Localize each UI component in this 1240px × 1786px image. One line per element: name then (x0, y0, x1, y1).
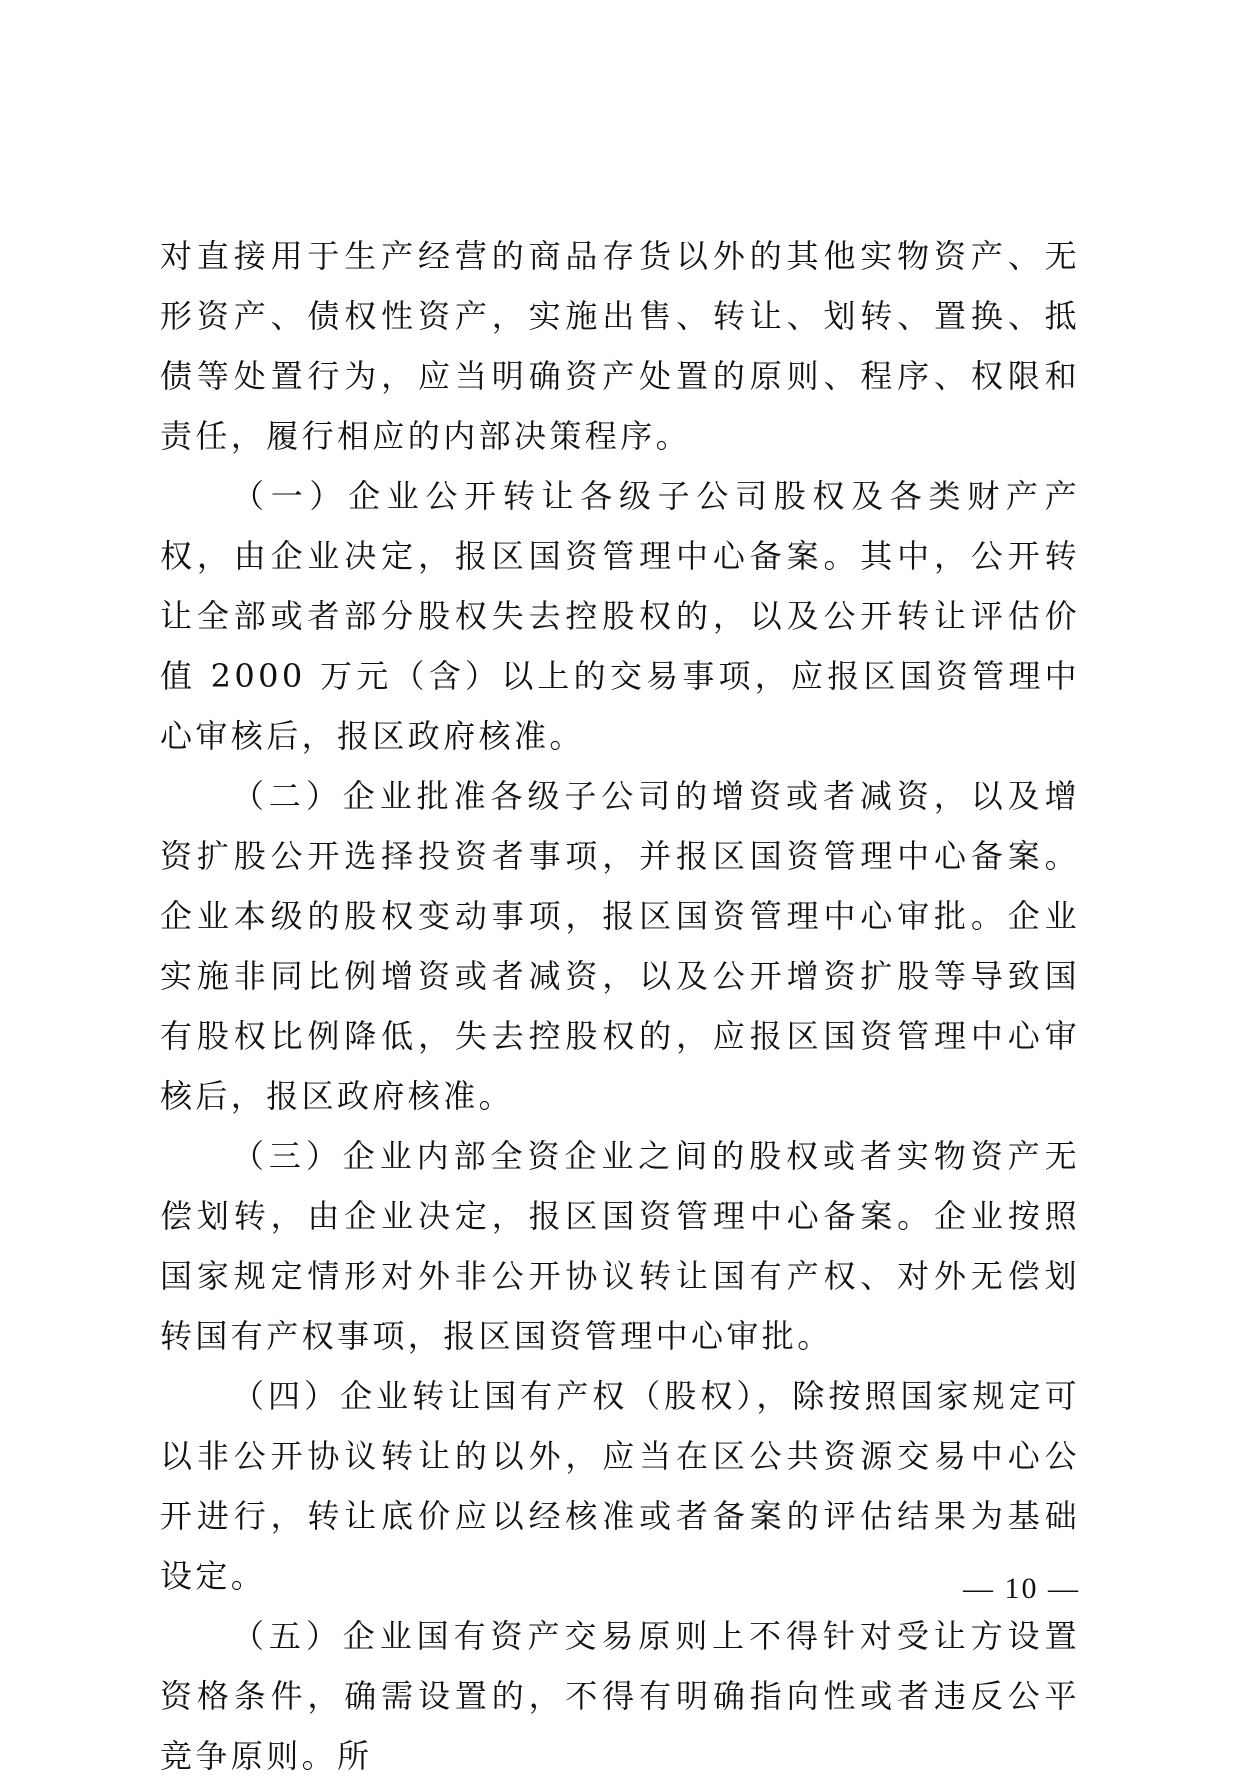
page-number: — 10 — (963, 1572, 1080, 1605)
paragraph-item-3: （三）企业内部全资企业之间的股权或者实物资产无偿划转，由企业决定，报区国资管理中心备案。企业按照国家规定情形对外非公开协议转让国有产权、对外无偿划转国有产权事项，报区国资管理中心审批。 (160, 1137, 1080, 1355)
body-text (160, 226, 1080, 1786)
paragraph-item-1: （一）企业公开转让各级子公司股权及各类财产产权，由企业决定，报区国资管理中心备案。其中，公开转让全部或者部分股权失去控股权的，以及公开转让评估价值 2000 万元（含）以上的交易事项，应报区国资管理中心审核后，报区政府核准。 (160, 477, 1080, 755)
paragraph-item-2: （二）企业批准各级子公司的增资或者减资，以及增资扩股公开选择投资者事项，并报区国资管理中心备案。企业本级的股权变动事项，报区国资管理中心审批。企业实施非同比例增资或者减资，以及公开增资扩股等导致国有股权比例降低，失去控股权的，应报区国资管理中心审核后，报区政府核准。 (160, 777, 1080, 1115)
paragraph-continuation: 对直接用于生产经营的商品存货以外的其他实物资产、无形资产、债权性资产，实施出售、转让、划转、置换、抵债等处置行为，应当明确资产处置的原则、程序、权限和责任，履行相应的内部决策程序。 (160, 237, 1080, 455)
paragraph-item-5: （五）企业国有资产交易原则上不得针对受让方设置资格条件，确需设置的，不得有明确指向性或者违反公平竞争原则。所 (160, 1617, 1080, 1775)
paragraph-item-4: （四）企业转让国有产权（股权），除按照国家规定可以非公开协议转让的以外，应当在区公共资源交易中心公开进行，转让底价应以经核准或者备案的评估结果为基础设定。 (160, 1377, 1080, 1595)
